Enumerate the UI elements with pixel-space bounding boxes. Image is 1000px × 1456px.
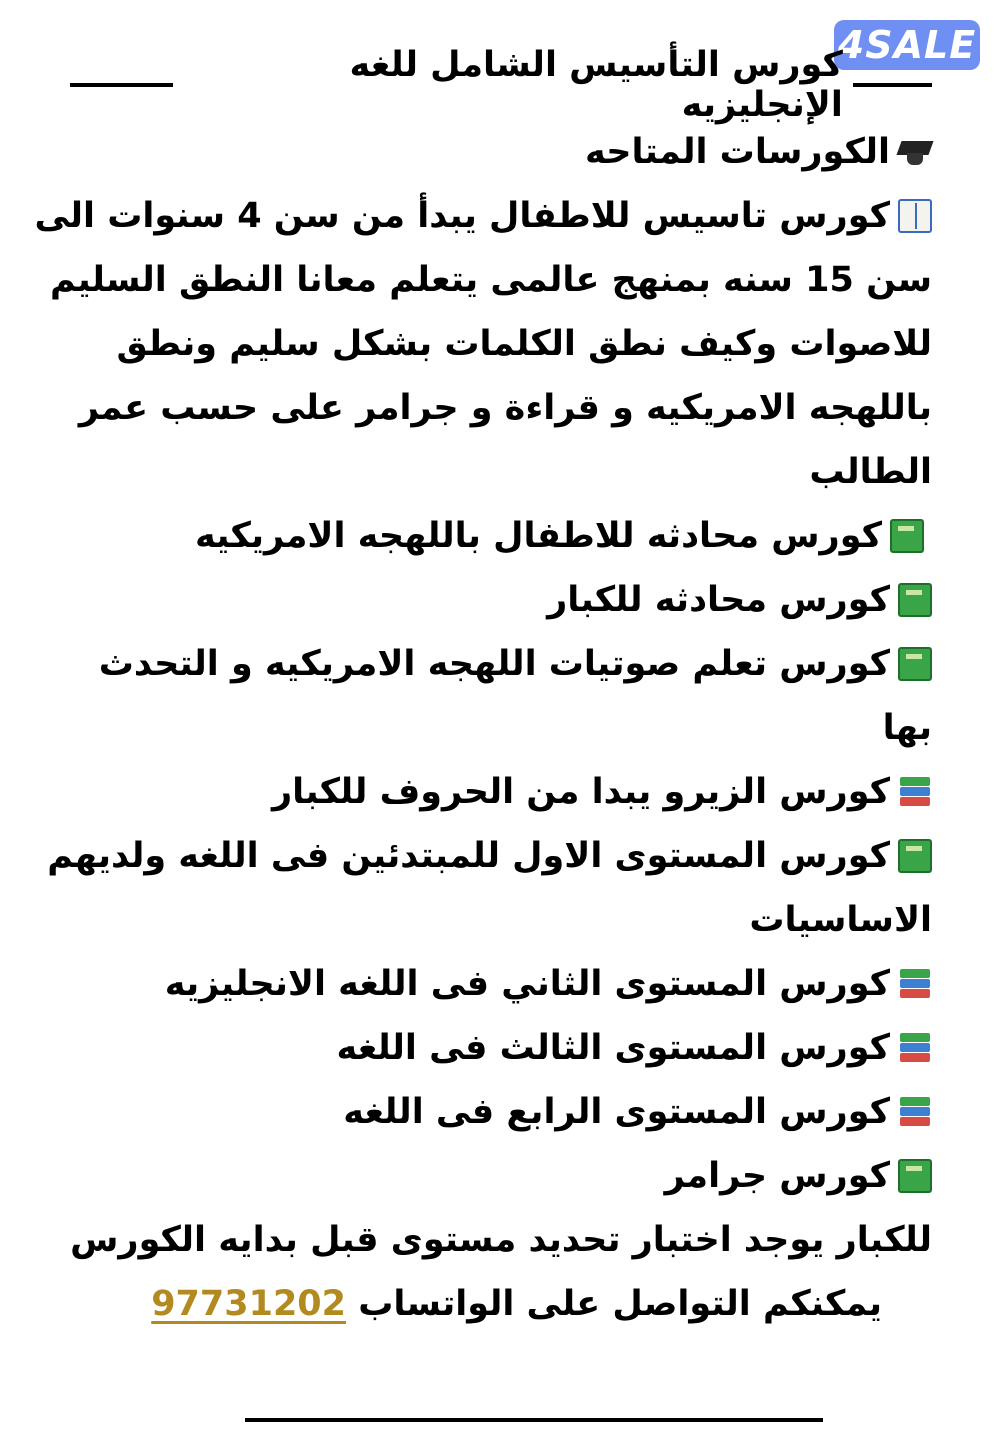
intro-line xyxy=(70,440,932,504)
course-item xyxy=(47,824,932,888)
course-item-text: كورس المستوى الثاني فى اللغه الانجليزيه xyxy=(164,964,890,1004)
course-item-text: كورس المستوى الرابع فى اللغه xyxy=(343,1092,890,1132)
books-stack-icon xyxy=(898,1031,932,1065)
intro-line-text: كورس تاسيس للاطفال يبدأ من سن 4 سنوات الى xyxy=(34,196,890,236)
course-description xyxy=(34,45,932,1336)
title-dash-left xyxy=(70,83,173,87)
course-item xyxy=(70,632,932,696)
logo-text: 4SALE xyxy=(837,23,977,67)
graduation-cap-icon xyxy=(898,135,932,169)
green-book-icon xyxy=(898,647,932,681)
course-item xyxy=(70,1144,932,1208)
contact-line xyxy=(70,1272,932,1336)
page-title: كورس التأسيس الشامل للغه الإنجليزيه xyxy=(349,45,843,125)
course-item-continuation xyxy=(70,696,932,760)
section-heading xyxy=(70,120,932,184)
course-item xyxy=(70,760,932,824)
course-item-text: الاساسيات xyxy=(749,900,932,940)
books-stack-icon xyxy=(898,775,932,809)
bottom-divider xyxy=(245,1418,823,1422)
level-test-note: للكبار يوجد اختبار تحديد مستوى قبل بدايه الكورس xyxy=(70,1220,932,1260)
course-item-text: كورس تعلم صوتيات اللهجه الامريكيه و التحدث xyxy=(98,644,890,684)
course-item xyxy=(70,952,932,1016)
whatsapp-phone-link[interactable]: 97731202 xyxy=(151,1284,347,1324)
title-dash-right xyxy=(853,83,932,87)
intro-line xyxy=(70,312,932,376)
course-item-text: كورس محادثه للكبار xyxy=(547,580,890,620)
intro-line xyxy=(50,248,932,312)
intro-line-text: للاصوات وكيف نطق الكلمات بشكل سليم ونطق xyxy=(116,324,932,364)
books-stack-icon xyxy=(898,967,932,1001)
course-item-text: كورس المستوى الاول للمبتدئين فى اللغه ولديهم xyxy=(47,836,890,876)
contact-text: يمكنكم التواصل على الواتساب xyxy=(358,1284,882,1324)
intro-line xyxy=(34,184,932,248)
course-item xyxy=(70,504,932,568)
course-item-text: كورس جرامر xyxy=(664,1156,890,1196)
green-book-icon xyxy=(890,519,924,553)
course-item-text: كورس المستوى الثالث فى اللغه xyxy=(336,1028,890,1068)
intro-line-text: الطالب xyxy=(809,452,932,492)
open-book-icon xyxy=(898,199,932,233)
section-heading-text: الكورسات المتاحه xyxy=(585,132,890,172)
title-row xyxy=(70,45,932,125)
intro-line xyxy=(70,376,932,440)
books-stack-icon xyxy=(898,1095,932,1129)
green-book-icon xyxy=(898,839,932,873)
intro-line-text: باللهجه الامريكيه و قراءة و جرامر على حسب عمر xyxy=(78,388,932,428)
green-book-icon xyxy=(898,583,932,617)
course-item xyxy=(70,1080,932,1144)
course-item xyxy=(70,1016,932,1080)
course-item-text: كورس الزيرو يبدا من الحروف للكبار xyxy=(272,772,890,812)
intro-line-text: سن 15 سنه بمنهج عالمى يتعلم معانا النطق السليم xyxy=(50,260,932,300)
course-item-text: بها xyxy=(882,708,932,748)
course-item-continuation xyxy=(70,888,932,952)
course-item-text: كورس محادثه للاطفال باللهجه الامريكيه xyxy=(194,516,882,556)
green-book-icon xyxy=(898,1159,932,1193)
course-item xyxy=(70,568,932,632)
